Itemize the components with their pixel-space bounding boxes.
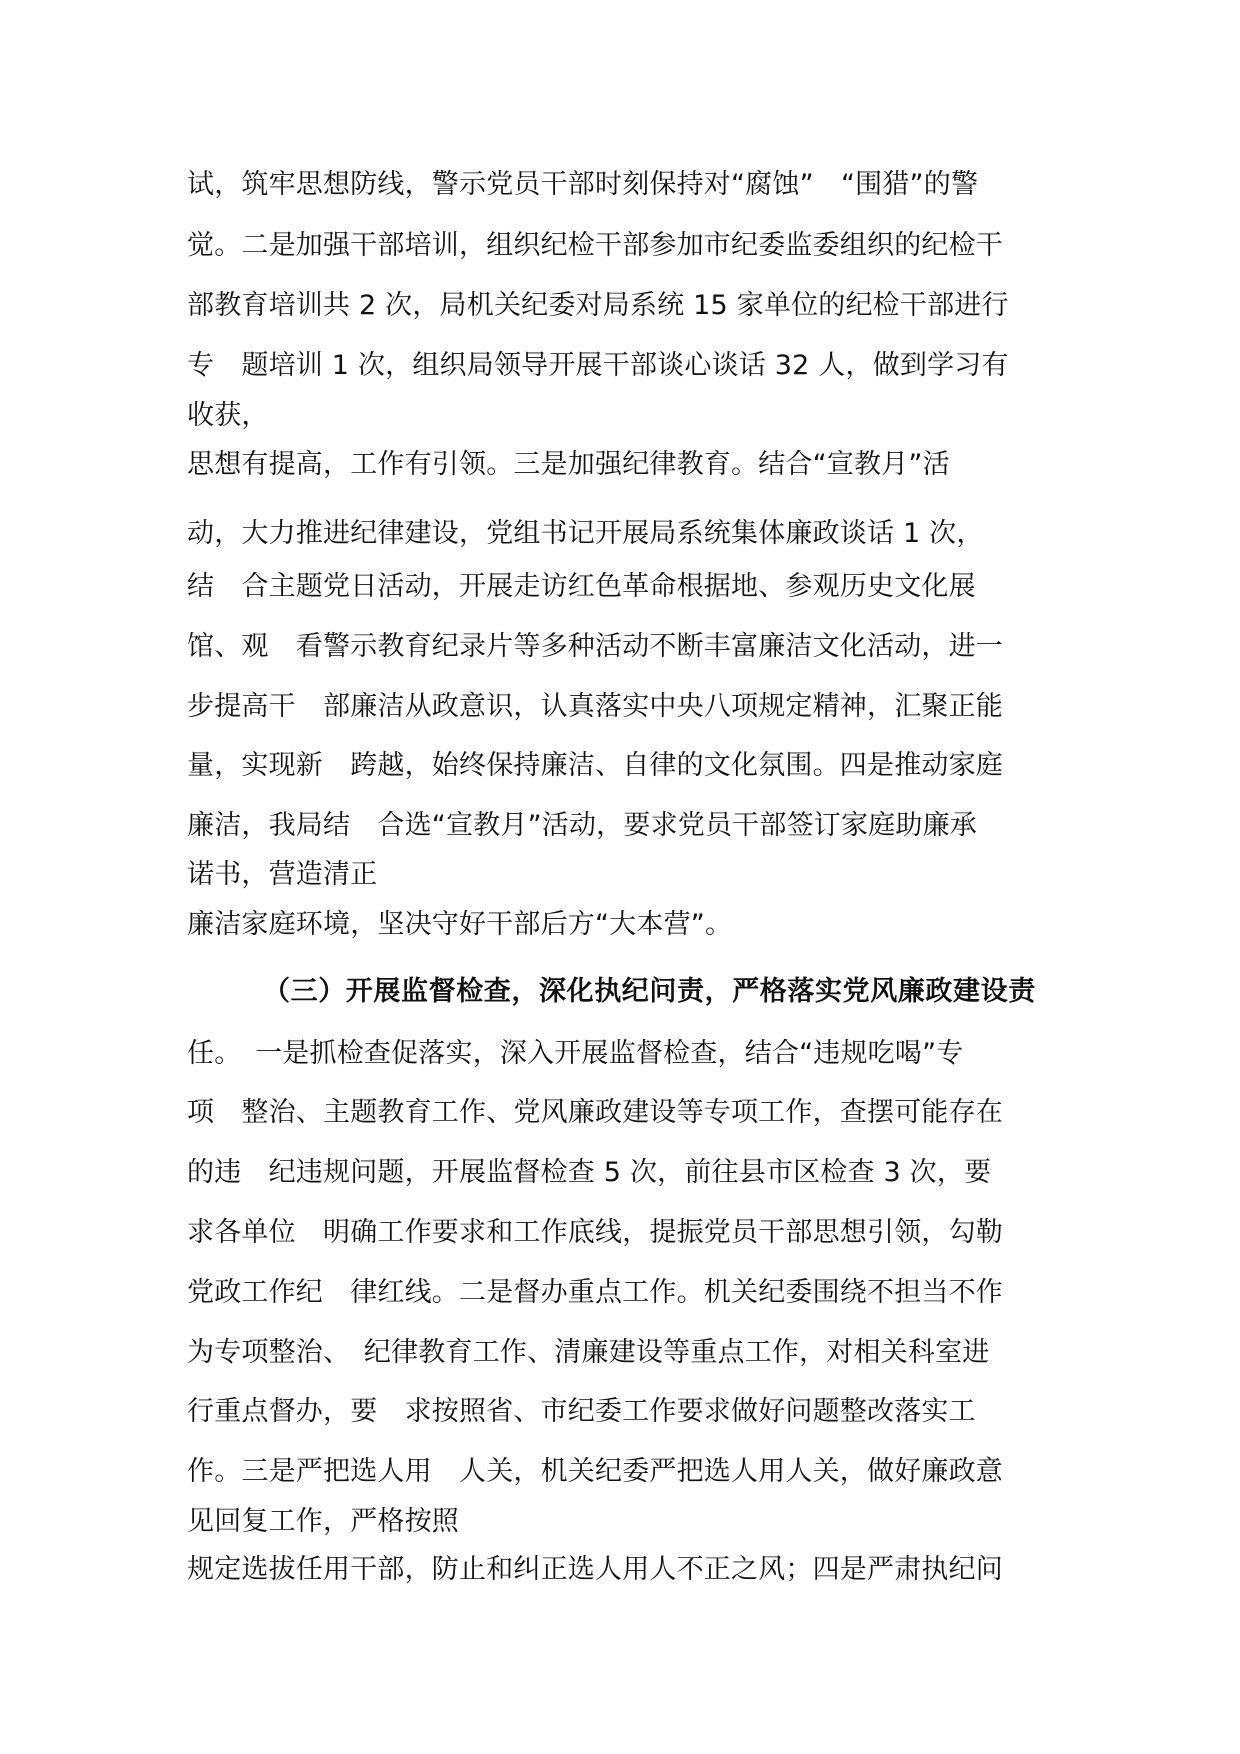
body-text-line: 项 整治、主题教育工作、党风廉政建设等专项工作，查摆可能存在 — [187, 1097, 1003, 1128]
body-text-line: 思想有提高，工作有引领。三是加强纪律教育。结合“宣教月”活 — [187, 449, 950, 480]
body-text-line: 量，实现新 跨越，始终保持廉洁、自律的文化氛围。四是推动家庭 — [187, 750, 1003, 781]
body-text-line: 试，筑牢思想防线，警示党员干部时刻保持对“腐蚀” “围猎”的警 — [187, 169, 979, 200]
body-text-line: 行重点督办，要 求按照省、市纪委工作要求做好问题整改落实工 — [187, 1396, 976, 1427]
body-text-line: 馆、观 看警示教育纪录片等多种活动不断丰富廉洁文化活动，进一 — [187, 631, 1003, 662]
body-text-line: 结 合主题党日活动，开展走访红色革命根据地、参观历史文化展 — [187, 571, 976, 602]
body-text-line: 见回复工作，严格按照 — [187, 1506, 459, 1537]
body-text-line: 党政工作纪 律红线。二是督办重点工作。机关纪委围绕不担当不作 — [187, 1277, 1003, 1308]
body-text-line: 任。 一是抓检查促落实，深入开展监督检查，结合“违规吃喝”专 — [187, 1038, 964, 1069]
body-text-line: 为专项整治、 纪律教育工作、清廉建设等重点工作，对相关科室进 — [187, 1337, 990, 1368]
body-text-line: 觉。二是加强干部培训，组织纪检干部参加市纪委监委组织的纪检干 — [187, 230, 1003, 261]
body-text-line: 求各单位 明确工作要求和工作底线，提振党员干部思想引领，勾勒 — [187, 1217, 1003, 1248]
body-text-line: 诺书，营造清正 — [187, 859, 378, 890]
body-text-line: 专 题培训 1 次，组织局领导开展干部谈心谈话 32 人，做到学习有 — [187, 350, 1009, 381]
body-text-line: 动，大力推进纪律建设，党组书记开展局系统集体廉政谈话 1 次， — [187, 518, 984, 549]
body-text-line: 作。三是严把选人用 人关，机关纪委严把选人用人关，做好廉政意 — [187, 1456, 1003, 1487]
body-text-line: 廉洁，我局结 合选“宣教月”活动，要求党员干部签订家庭助廉承 — [187, 810, 977, 841]
body-text-line: 收获， — [187, 400, 269, 431]
body-text-line: 部教育培训共 2 次，局机关纪委对局系统 15 家单位的纪检干部进行 — [187, 290, 1009, 321]
body-text-line: 的违 纪违规问题，开展监督检查 5 次，前往县市区检查 3 次，要 — [187, 1157, 992, 1188]
section-heading: （三）开展监督检查，深化执纪问责，严格落实党风廉政建设责 — [263, 976, 1036, 1007]
body-text-line: 规定选拔任用干部，防止和纠正选人用人不正之风；四是严肃执纪问 — [187, 1554, 1003, 1585]
body-text-line: 步提高干 部廉洁从政意识，认真落实中央八项规定精神，汇聚正能 — [187, 691, 1003, 722]
body-text-line: 廉洁家庭环境，坚决守好干部后方“大本营”。 — [187, 909, 733, 940]
